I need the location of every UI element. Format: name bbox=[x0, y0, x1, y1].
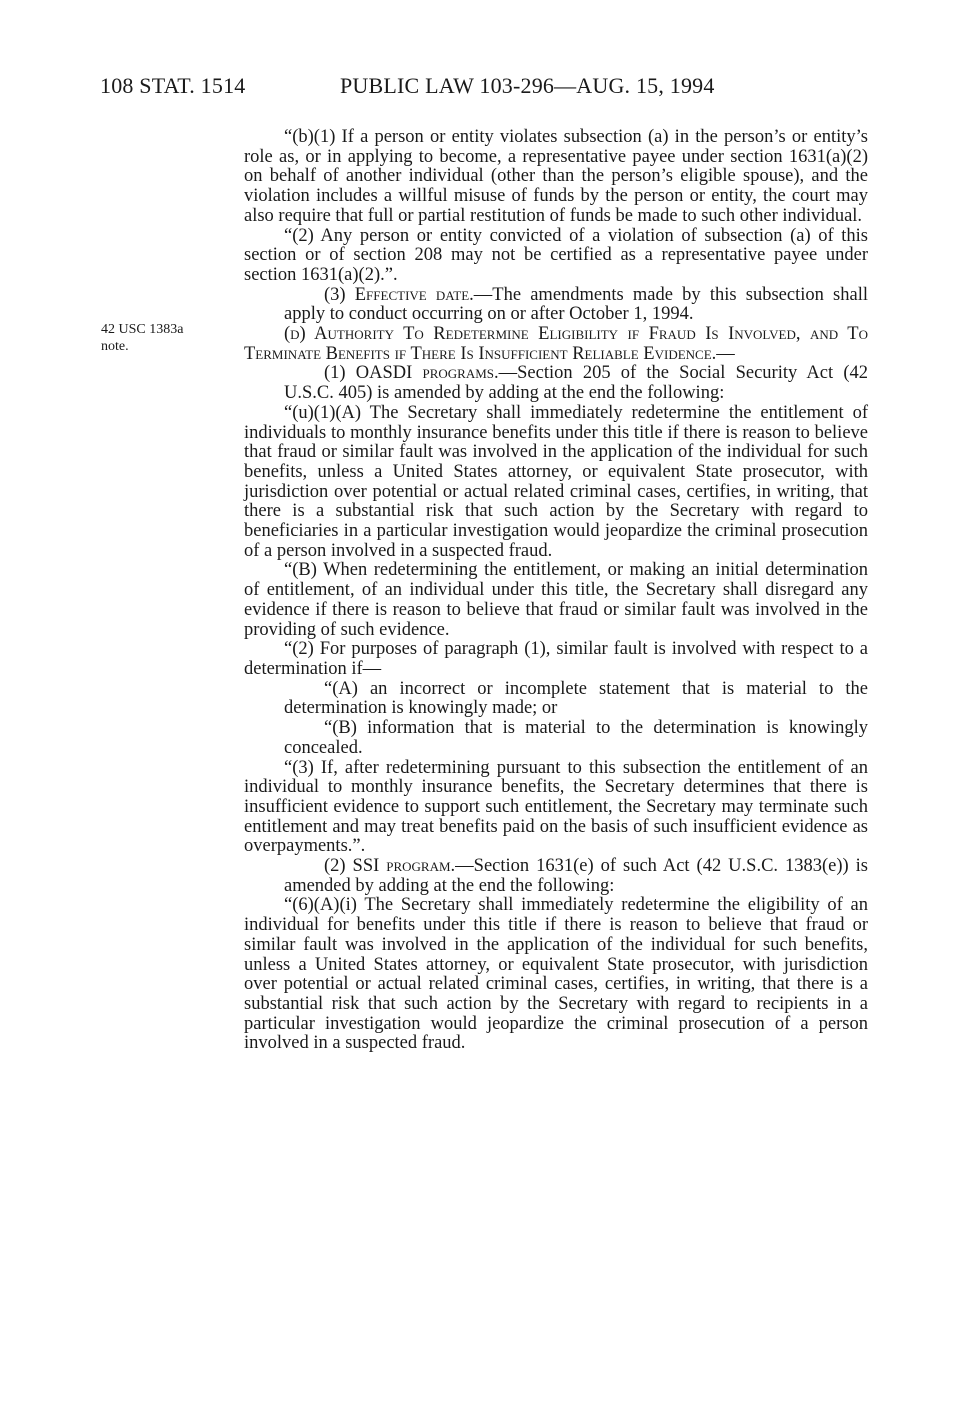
section-heading-oasdi: (1) OASDI programs. bbox=[324, 363, 499, 384]
paragraph-u2: “(2) For purposes of paragraph (1), similar fault is involved with respect to a determination if— bbox=[244, 639, 868, 679]
margin-note-label: note. bbox=[101, 339, 129, 354]
body-text bbox=[244, 128, 868, 1054]
margin-note-citation: 42 USC 1383a bbox=[101, 322, 184, 337]
paragraph-u3: “(3) If, after redetermining pursuant to this subsection the entitlement of an individual to monthly insurance benefits, the Secretary determines that there is insufficient evidence to support such entitlement, the Secretary may terminate such entitlement and may treat benefits paid on the basis of such insufficient evidence as overpayments.”. bbox=[244, 757, 868, 857]
paragraph-b2: “(2) Any person or entity convicted of a violation of subsection (a) of this section or of section 208 may not be certified as a representative payee under section 1631(a)(2).”. bbox=[244, 225, 868, 285]
paragraph-d1 bbox=[244, 364, 868, 403]
section-heading-effective-date: (3) Effective date. bbox=[324, 284, 474, 305]
public-law-title: PUBLIC LAW 103-296—AUG. 15, 1994 bbox=[340, 73, 715, 98]
paragraph-d2 bbox=[244, 857, 868, 896]
section-text-authority: — bbox=[716, 343, 735, 364]
paragraph-c3 bbox=[244, 286, 868, 325]
section-text-ssi: —Section 1631(e) of such Act (42 U.S.C. 1383(e)) is amended by adding at the end the following: bbox=[284, 856, 869, 896]
paragraph-e6: “(6)(A)(i) The Secretary shall immediately redetermine the eligibility of an individual for benefits under this title if there is reason to believe that fraud or similar fault was involved in the application of the individual for such benefits, unless a United States attorney, or equivalent State prosecutor, with jurisdiction over potential or actual related criminal cases, certifies, in writing, that there is a substantial risk that such action by the Secretary with regard to recipients in a particular investigation would jeopardize the criminal prosecution of a person involved in a suspected fraud. bbox=[244, 895, 868, 1054]
paragraph-d bbox=[244, 325, 868, 364]
margin-note bbox=[101, 321, 231, 355]
paragraph-u1b: “(B) When redetermining the entitlement, or making an initial determination of entitlement, of an individual under this title, the Secretary shall disregard any evidence if there is reason to believe that fraud or similar fault was involved in the providing of such evidence. bbox=[244, 560, 868, 640]
statute-citation: 108 STAT. 1514 bbox=[100, 73, 246, 98]
paragraph-b1: “(b)(1) If a person or entity violates subsection (a) in the person’s or entity’s role as, or in applying to become, a representative payee under section 1631(a)(2) on behalf of another individual (other than the person’s eligible spouse), and the violation includes a willful misuse of funds by the person or entity, the court may also require that full or partial restitution of funds be made to such other individual. bbox=[244, 127, 868, 226]
section-text-effective-date: —The amendments made by this subsection shall apply to conduct occurring on or after October 1, 1994. bbox=[284, 284, 868, 325]
page-header bbox=[100, 73, 860, 105]
paragraph-u1a: “(u)(1)(A) The Secretary shall immediately redetermine the entitlement of individuals to monthly insurance benefits under this title if there is reason to believe that fraud or similar fault was involved in the application of the individual for such benefits, unless a United States attorney, or equivalent State prosecutor, with jurisdiction over potential or actual related criminal cases, certifies, in writing, that there is a substantial risk that such action by the Secretary with regard to beneficiaries in a particular investigation would jeopardize the criminal prosecution of a person involved in a suspected fraud. bbox=[244, 402, 868, 561]
section-text-oasdi: —Section 205 of the Social Security Act (42 U.S.C. 405) is amended by adding at the end the following: bbox=[284, 363, 868, 404]
paragraph-u2a: “(A) an incorrect or incomplete statement that is material to the determination is knowingly made; or bbox=[284, 678, 868, 719]
paragraph-u2b: “(B) information that is material to the determination is knowingly concealed. bbox=[284, 718, 868, 758]
section-heading-authority: (d) Authority To Redetermine Eligibility if Fraud Is Involved, and To Terminate Benefits if There Is Insufficient Reliable Evidence. bbox=[244, 324, 868, 364]
section-heading-ssi: (2) SSI program. bbox=[324, 856, 456, 877]
